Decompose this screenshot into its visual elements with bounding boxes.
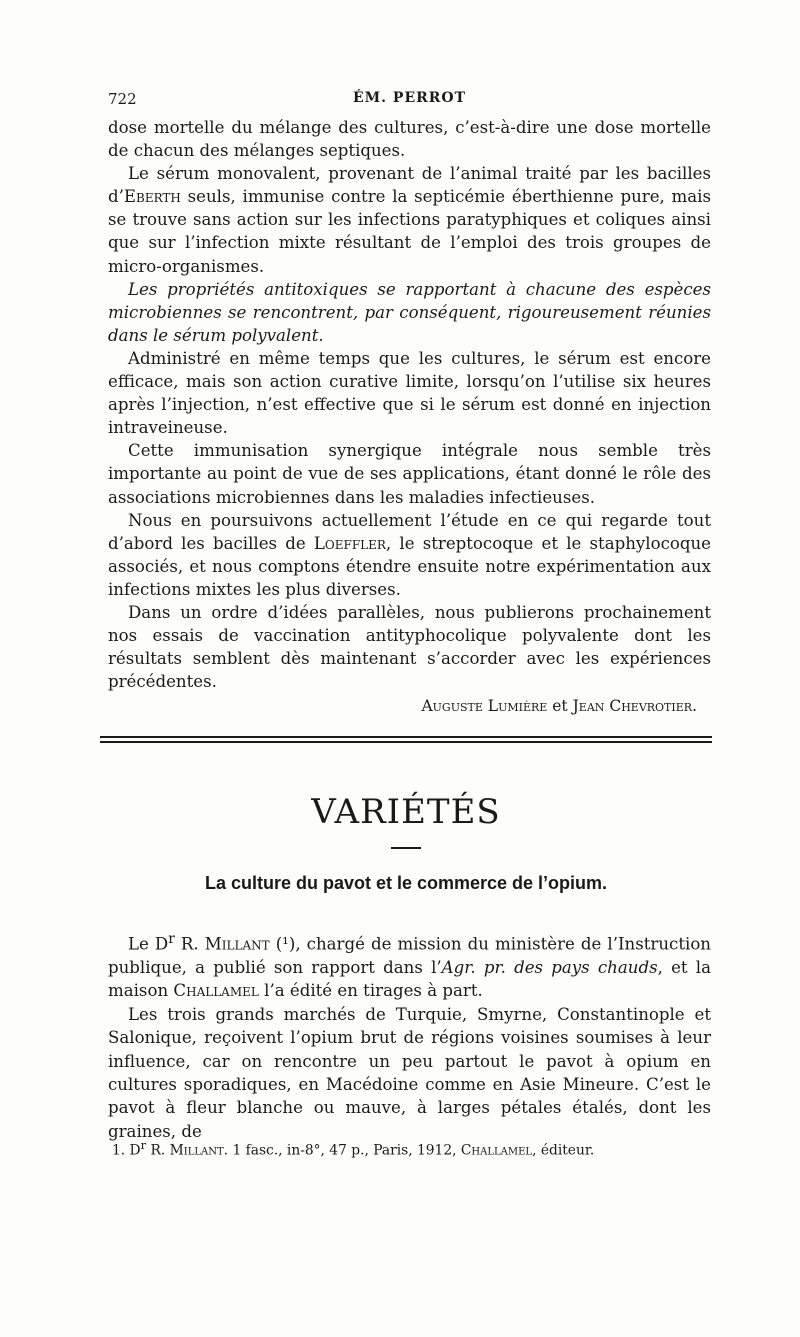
- paragraph: Cette immunisation synergique intégrale nous semble très importante au point de vue de ses applications, étant donné le rôle des associations microbiennes dans les maladies infectieuses.: [108, 441, 711, 507]
- paragraph: [108, 928, 711, 1003]
- text-run: et: [547, 697, 573, 716]
- journal-title: des pays chauds: [514, 957, 658, 977]
- author-name: R. Millant: [146, 1142, 224, 1159]
- text-run: Nous en poursuivons actuellement l’étude en ce qui regarde tout d’abord les bacilles de: [108, 510, 711, 553]
- paragraph: Administré en même temps que les cultures, le sérum est encore efficace, mais son action curative limite, lorsqu’on l’utilise six heures après l’injection, n’est effective que si le sérum est donné en injection intraveineuse.: [108, 348, 711, 438]
- text-run: , éditeur.: [532, 1142, 595, 1159]
- text-run: .: [692, 697, 697, 716]
- signature-author: Auguste Lumière: [421, 697, 548, 716]
- paragraph: [108, 509, 711, 601]
- author-name: Eberth: [123, 187, 181, 207]
- superscript: r: [140, 1138, 147, 1152]
- publisher-name: Challamel: [460, 1142, 533, 1159]
- text-run: , le streptocoque et le staphylocoque associés, et nous comptons étendre ensuite notre expérimentation aux infections mixtes les plus diverses.: [108, 533, 711, 599]
- signature-author: Jean Chevrotier: [572, 697, 693, 716]
- section-title: VARIÉTÉS: [311, 792, 501, 832]
- article-text: [108, 116, 711, 718]
- text-run: 1. D: [112, 1142, 141, 1159]
- text-run: . 1 fasc., in-8°, 47 p., Paris, 1912,: [223, 1142, 461, 1159]
- paragraph: Dans un ordre d’idées parallèles, nous publierons prochainement nos essais de vaccination antityphocolique polyvalente dont les résultats semblent dès maintenant s’accorder avec les expériences précédentes.: [108, 602, 711, 692]
- running-head: [108, 90, 711, 112]
- paragraph: dose mortelle du mélange des cultures, c’est-à-dire une dose mortelle de chacun des mélanges septiques.: [108, 118, 711, 161]
- footnote: [108, 1136, 715, 1160]
- publisher-name: Challamel: [173, 981, 259, 1001]
- signature: [108, 695, 711, 718]
- text-run: Le D: [128, 934, 169, 954]
- article-subtitle: La culture du pavot et le commerce de l’opium.: [204, 873, 608, 893]
- text-run: seuls, immunise contre la septicémie éberthienne pure, mais se trouve sans action sur les infections paratyphiques et coliques ainsi que sur l’infection mixte résultant de l’emploi des trois groupes de micro-organismes.: [108, 187, 711, 276]
- text-run: , chargé de mission du ministère de l’Instruction publique, a publié son rapport dans l’: [108, 934, 711, 977]
- section-divider: [100, 736, 712, 738]
- text-run: , et la maison: [108, 957, 711, 1001]
- author-name: Loeffler: [313, 533, 386, 553]
- paragraph: Les trois grands marchés de Turquie, Smyrne, Constantinople et Salonique, reçoivent l’opium brut de régions voisines soumises à leur influence, car on rencontre un peu partout le pavot à opium en cultures sporadiques, en Macédoine comme en Asie Mineure. C’est le pavot à fleur blanche ou mauve, à larges pétales étalés, dont les graines, de: [108, 1004, 711, 1141]
- journal-title: Agr. pr.: [441, 957, 506, 977]
- title-dash: [391, 847, 421, 849]
- variety-text: [108, 928, 711, 1143]
- text-run: Le sérum monovalent, provenant de l’animal traité par les bacilles d’: [108, 164, 711, 207]
- text-run: [506, 958, 514, 977]
- page-number: 722: [108, 90, 137, 108]
- paragraph: [108, 162, 711, 277]
- superscript: r: [168, 931, 175, 947]
- paragraph-italic: Les propriétés antitoxiques se rapportant à chacune des espèces microbiennes se rencontrent, par conséquent, rigoureusement réunies dans le sérum polyvalent.: [108, 279, 711, 345]
- section-divider: [100, 741, 712, 743]
- author-name: R. Millant: [174, 934, 270, 954]
- footnote-ref: (¹): [269, 934, 296, 954]
- text-run: l’a édité en tirages à part.: [258, 981, 483, 1001]
- running-title: ÉM. PERROT: [353, 90, 466, 106]
